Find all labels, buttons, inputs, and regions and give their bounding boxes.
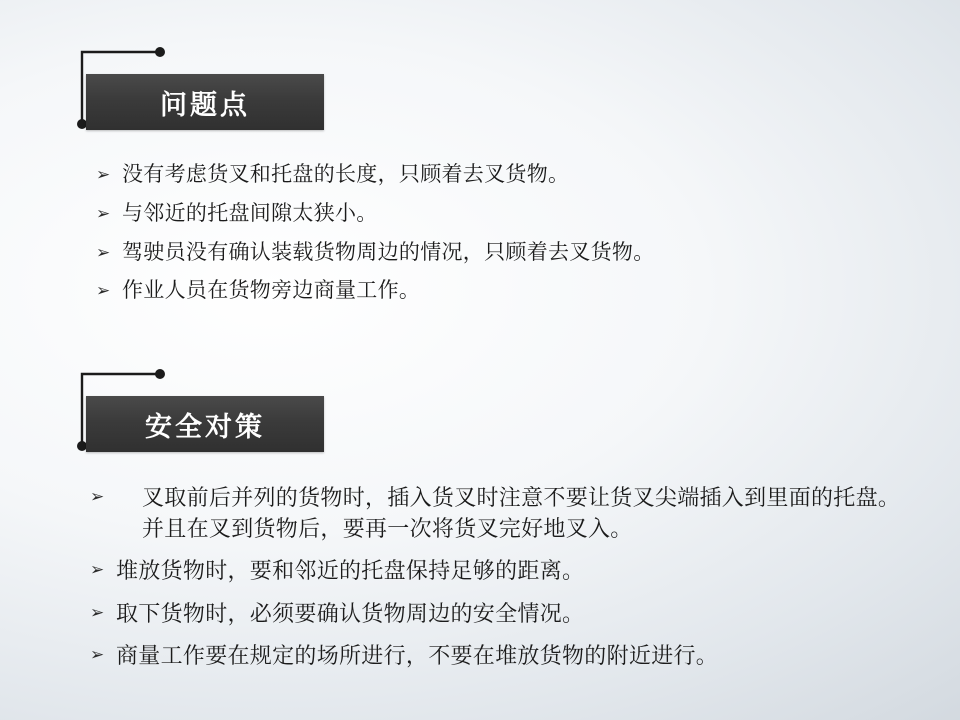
measure-bullet-list — [90, 482, 920, 682]
problem-bullet-list — [96, 160, 896, 315]
heading-tag-wrapper — [0, 368, 960, 468]
list-item — [90, 598, 920, 629]
section-tag-measure: 安全对策 — [86, 396, 324, 452]
list-item — [96, 199, 896, 229]
list-item-text: 驾驶员没有确认装载货物周边的情况，只顾着去叉货物。 — [122, 240, 655, 264]
section-measure-heading — [0, 368, 960, 468]
list-item-text: 商量工作要在规定的场所进行，不要在堆放货物的附近进行。 — [116, 642, 719, 668]
list-item — [90, 482, 920, 544]
list-item-text: 叉取前后并列的货物时，插入货叉时注意不要让货叉尖端插入到里面的托盘。并且在叉到货物后，要再一次将货叉完好地叉入。 — [142, 485, 901, 542]
bullet-marker-icon: ➢ — [90, 602, 105, 622]
heading-tag-wrapper — [0, 46, 960, 146]
bullet-marker-icon: ➢ — [90, 560, 105, 580]
list-item-text: 与邻近的托盘间隙太狭小。 — [122, 201, 378, 225]
bullet-marker-icon: ➢ — [96, 203, 111, 223]
list-item — [96, 238, 896, 268]
section-problem-heading — [0, 46, 960, 146]
list-item — [96, 160, 896, 190]
list-item-text: 取下货物时，必须要确认货物周边的安全情况。 — [116, 600, 585, 626]
list-item-text: 没有考虑货叉和托盘的长度，只顾着去叉货物。 — [122, 163, 570, 186]
list-item-text: 堆放货物时，要和邻近的托盘保持足够的距离。 — [116, 558, 585, 584]
bullet-marker-icon: ➢ — [90, 487, 105, 506]
bullet-marker-icon: ➢ — [96, 281, 111, 301]
bullet-marker-icon: ➢ — [90, 644, 105, 664]
bullet-marker-icon: ➢ — [96, 242, 111, 262]
list-item — [90, 640, 920, 671]
list-item-text: 作业人员在货物旁边商量工作。 — [122, 279, 421, 303]
bullet-marker-icon: ➢ — [96, 165, 111, 184]
list-item — [96, 276, 896, 306]
list-item — [90, 555, 920, 586]
section-tag-problem: 问题点 — [86, 74, 324, 130]
